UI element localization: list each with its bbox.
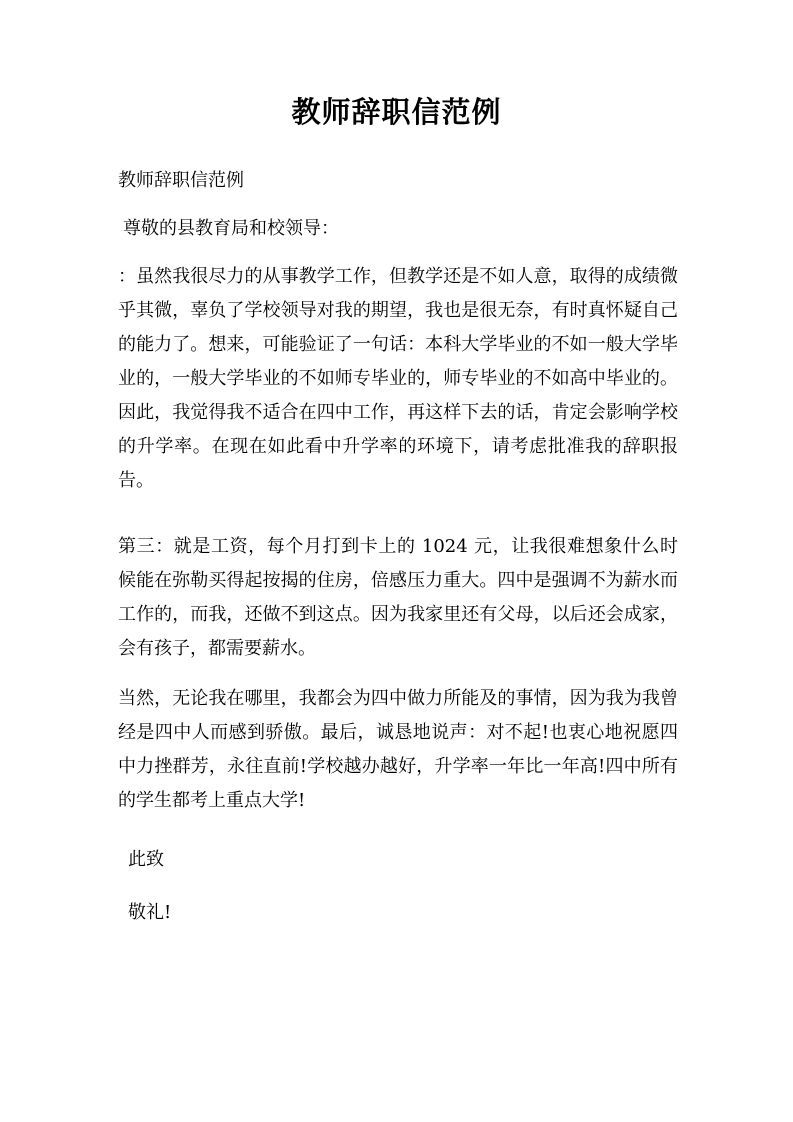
salutation: 尊敬的县教育局和校领导：	[123, 218, 339, 239]
closing-line-2: 敬礼!	[128, 902, 172, 923]
closing-line-1: 此致	[128, 849, 164, 870]
paragraph-2: 第三：就是工资，每个月打到卡上的 1024 元，让我很难想象什么时候能在弥勒买得起按揭的住房，倍感压力重大。四中是强调不为薪水而工作的，而我，还做不到这点。因为我家里还有父母，以后还会成家，会有孩子，都需要薪水。	[118, 536, 678, 659]
document-title: 教师辞职信范例	[291, 95, 502, 129]
paragraph-3: 当然，无论我在哪里，我都会为四中做力所能及的事情，因为我为我曾经是四中人而感到骄傲。最后，诚恳地说声：对不起!也衷心地祝愿四中力挫群芳，永往直前!学校越办越好，升学率一年比一年高!四中所有的学生都考上重点大学!	[118, 688, 678, 811]
document-subtitle: 教师辞职信范例	[118, 170, 244, 191]
paragraph-1: ：虽然我很尽力的从事教学工作，但教学还是不如人意，取得的成绩微乎其微，辜负了学校领导对我的期望，我也是很无奈，有时真怀疑自己的能力了。想来，可能验证了一句话：本科大学毕业的不如一般大学毕业的，一般大学毕业的不如师专毕业的，师专毕业的不如高中毕业的。因此，我觉得我不适合在四中工作，再这样下去的话，肯定会影响学校的升学率。在现在如此看中升学率的环境下，请考虑批准我的辞职报告。	[118, 266, 678, 491]
